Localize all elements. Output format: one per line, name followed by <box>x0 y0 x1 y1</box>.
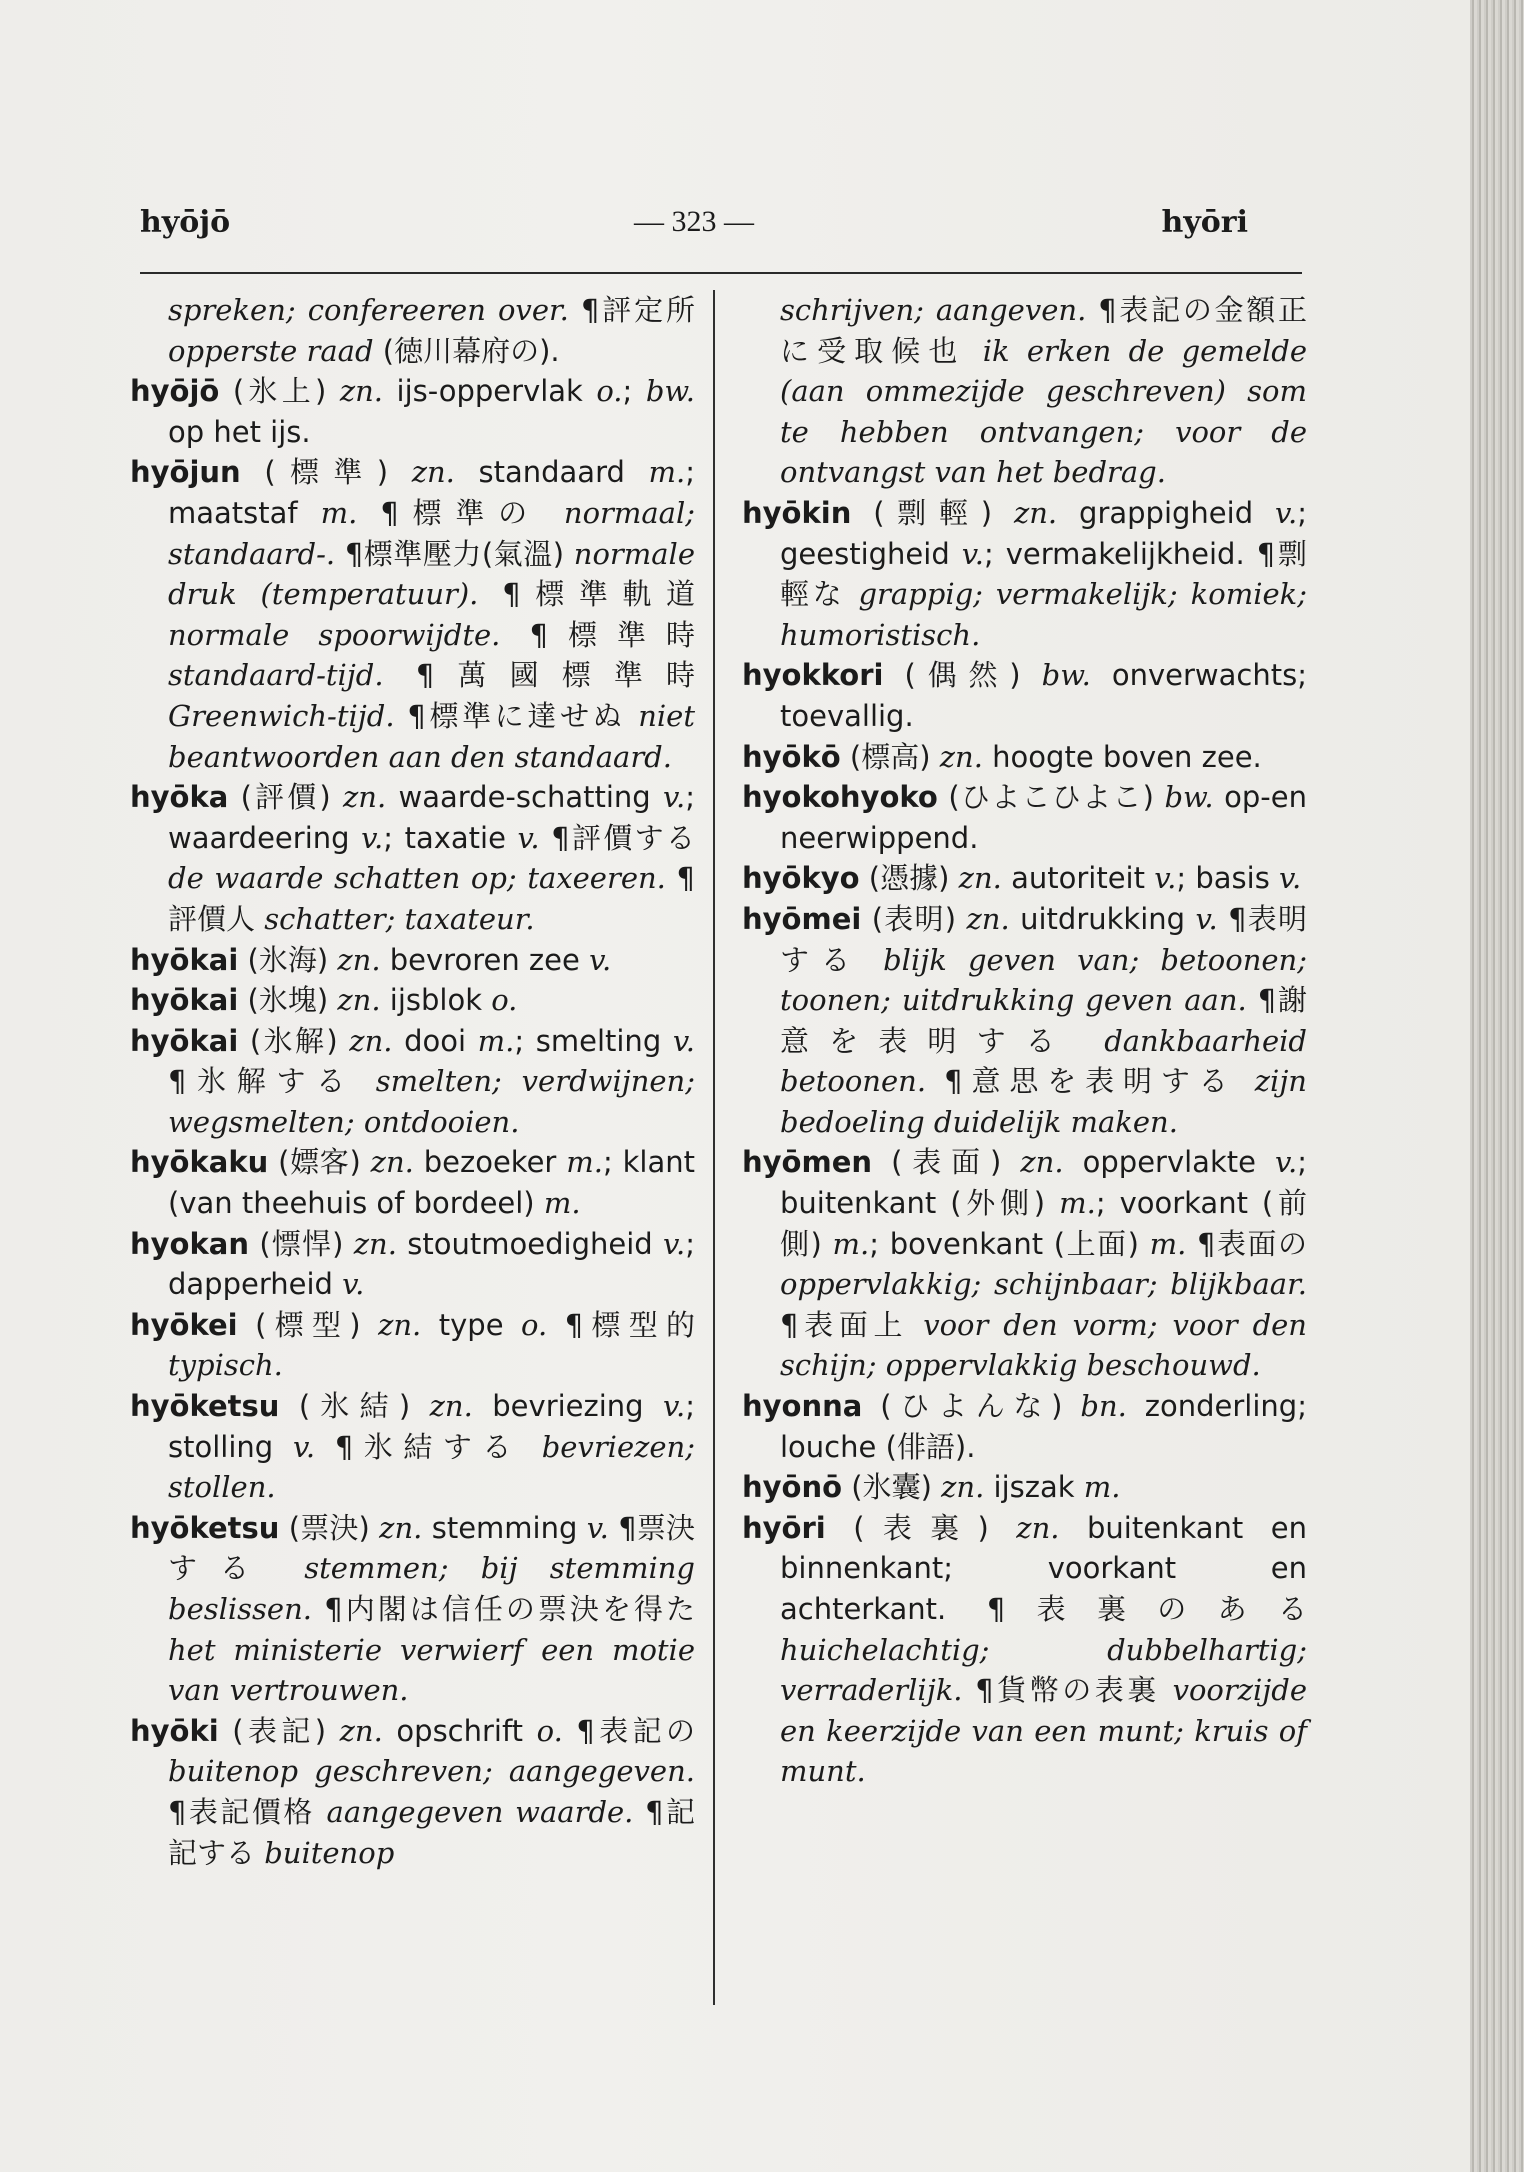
italic-text: normale druk (temperatuur). <box>168 536 695 612</box>
japanese-text: ¶評價する <box>539 820 695 855</box>
japanese-text: (表裏) <box>825 1510 1017 1545</box>
italic-text: zn. <box>337 983 381 1018</box>
italic-text: buitenop geschreven; aangegeven. <box>168 1754 695 1789</box>
italic-text: zn. <box>939 739 983 774</box>
italic-text: m. <box>1059 1186 1096 1221</box>
italic-text: zn. <box>941 1470 985 1505</box>
japanese-text: (表明) <box>861 901 967 936</box>
headword: hyōka <box>130 780 229 815</box>
dictionary-entry <box>742 737 1307 778</box>
japanese-text: ¶評價人 <box>168 861 695 936</box>
japanese-text: ¶標準軌道 <box>478 577 696 612</box>
definition-text: ; <box>622 374 646 409</box>
italic-text: v. <box>1275 495 1298 530</box>
japanese-text: (氷解) <box>238 1023 350 1058</box>
japanese-text: ¶評定所 <box>568 293 696 327</box>
italic-text: zn. <box>966 901 1010 936</box>
definition-text: ; bovenkant (上面) <box>869 1226 1150 1261</box>
italic-text: zn. <box>429 1389 473 1424</box>
definition-text: opschrift <box>382 1713 537 1748</box>
dictionary-entry <box>130 1224 695 1305</box>
japanese-text: (氷結) <box>279 1389 430 1424</box>
japanese-text: ¶意思を表明する <box>926 1064 1255 1099</box>
definition-text: op het ijs. <box>168 414 311 449</box>
italic-text: m. <box>320 495 358 530</box>
japanese-text: ¶記記する <box>168 1794 696 1870</box>
definition-text: ; klant (van theehuis of bordeel) <box>168 1145 695 1221</box>
japanese-text: ¶萬國標準時 <box>383 658 695 693</box>
italic-text: zn. <box>370 1145 414 1180</box>
definition-text: zonderling; louche (俳語). <box>780 1389 1307 1464</box>
italic-text: het ministerie verwierf een motie van vertrouwen. <box>168 1632 695 1708</box>
italic-text: zn. <box>337 942 381 977</box>
italic-text: o. <box>596 374 623 409</box>
japanese-text: (嫖客) <box>268 1145 371 1180</box>
italic-text: zn. <box>411 455 455 490</box>
definition-text: ijs-oppervlak <box>383 374 597 409</box>
japanese-text: ¶票決する <box>168 1510 695 1586</box>
japanese-text: (偶然) <box>883 658 1042 693</box>
definition-text: stoutmoedigheid <box>396 1226 664 1261</box>
dictionary-entry <box>742 858 1307 899</box>
italic-text: typisch. <box>168 1348 283 1383</box>
dictionary-entry <box>130 1711 695 1873</box>
definition-text: stemming <box>422 1510 587 1545</box>
italic-text: de waarde schatten op; taxeeren. <box>168 861 666 896</box>
dictionary-entry <box>742 655 1307 736</box>
italic-text: normaal; standaard-. <box>168 495 696 571</box>
left-running-headword: hyōjō <box>140 205 231 240</box>
japanese-text: (票決) <box>279 1510 380 1545</box>
japanese-text: ¶表裏のある <box>946 1592 1307 1626</box>
italic-text: voorzijde en keerzijde van een munt; kruis of munt. <box>780 1673 1307 1789</box>
definition-text: ; taxatie <box>383 820 518 855</box>
dictionary-entry <box>130 452 695 777</box>
headword: hyōmen <box>742 1145 873 1180</box>
definition-text: dooi <box>392 1023 478 1058</box>
japanese-text: (剽輕) <box>851 495 1014 530</box>
japanese-text: ¶貨幣の表裏 <box>962 1673 1173 1708</box>
headword: hyōmei <box>742 901 862 936</box>
italic-text: m. <box>648 455 686 490</box>
japanese-text: (ひよこひよこ) <box>937 780 1165 815</box>
italic-text: zn. <box>958 861 1002 896</box>
italic-text: zijn bedoeling duidelijk maken. <box>780 1064 1307 1139</box>
definition-text: ; dapperheid <box>168 1226 695 1302</box>
italic-text: grappig; vermakelijk; komiek; humoristisch. <box>780 577 1307 652</box>
page-header <box>140 205 1248 255</box>
japanese-text: ¶内閣は信任の票決を得た <box>311 1592 695 1626</box>
italic-text: bevriezen; stollen. <box>168 1429 696 1505</box>
dictionary-entry <box>742 899 1307 1143</box>
japanese-text: (氷上) <box>219 374 340 409</box>
definition-text: ; basis <box>1176 861 1280 896</box>
italic-text: spreken; confereeren over. <box>168 293 569 327</box>
japanese-text: ¶謝意を表明する <box>780 983 1308 1058</box>
definition-text: ; smelting <box>514 1023 673 1058</box>
japanese-text: ¶標準の <box>357 495 564 530</box>
italic-text: ik erken de gemelde (aan ommezijde geschreven) som te hebben ontvangen; voor de ontvangst van het bedrag. <box>780 333 1307 490</box>
definition-text: onverwachts; toevallig. <box>780 658 1307 733</box>
definition-text: buitenkant en binnenkant; voorkant en achterkant. <box>780 1510 1307 1626</box>
headword: hyokan <box>130 1226 249 1261</box>
italic-text: zn. <box>349 1023 393 1058</box>
italic-text: v. <box>1275 1145 1298 1180</box>
japanese-text: (評價) <box>228 780 343 815</box>
italic-text: Greenwich-tijd. <box>168 698 395 733</box>
italic-text: v. <box>361 820 384 855</box>
japanese-text: ¶氷結する <box>315 1429 542 1464</box>
japanese-text: (標準) <box>240 455 412 490</box>
definition-text: bevroren zee <box>380 942 590 977</box>
definition-text: standaard <box>454 455 649 490</box>
headword: hyōkai <box>130 942 239 977</box>
definition-text: ijsblok <box>380 983 492 1018</box>
italic-text: v. <box>663 780 686 815</box>
italic-text: smelten; verdwijnen; wegsmelten; ontdooien. <box>168 1064 696 1139</box>
italic-text: m. <box>543 1186 581 1221</box>
italic-text: o. <box>536 1713 563 1748</box>
italic-text: bw. <box>1164 780 1214 815</box>
page-stack-edge <box>1470 0 1524 2172</box>
headword: hyonna <box>742 1389 863 1424</box>
japanese-text: (慓悍) <box>248 1226 354 1261</box>
italic-text: opperste raad <box>168 333 374 368</box>
page-number: — 323 — <box>634 205 754 238</box>
definition-text: uitdrukking <box>1009 901 1196 936</box>
headword: hyōjō <box>130 374 220 409</box>
italic-text: dankbaarheid betoonen. <box>780 1023 1307 1099</box>
japanese-text: ¶標型的 <box>547 1307 695 1342</box>
italic-text: zn. <box>1020 1145 1064 1180</box>
italic-text: v. <box>663 1389 686 1424</box>
italic-text: m. <box>1083 1470 1121 1505</box>
italic-text: zn. <box>339 1713 383 1748</box>
japanese-text: (徳川幕府の). <box>373 333 560 368</box>
definition-text: ijszak <box>984 1470 1084 1505</box>
definition-text: ; voorkant (前側) <box>780 1186 1307 1261</box>
headword: hyōketsu <box>130 1389 280 1424</box>
definition-text: autoriteit <box>1001 861 1155 896</box>
italic-text: schrijven; aangeven. <box>780 293 1087 327</box>
italic-text: standaard-tijd. <box>168 658 384 693</box>
japanese-text: (氷塊) <box>238 983 338 1018</box>
dictionary-entry <box>130 940 695 981</box>
italic-text: stemmen; bij stemming beslissen. <box>168 1551 695 1626</box>
japanese-text: (表記) <box>218 1713 340 1748</box>
dictionary-entry <box>742 1508 1307 1792</box>
italic-text: blijk geven van; betoonen; toonen; uitdrukking geven aan. <box>780 942 1307 1018</box>
italic-text: v. <box>517 820 540 855</box>
dictionary-entry <box>130 1508 695 1711</box>
column-divider <box>713 290 715 2005</box>
definition-text: ; waardeering <box>168 780 695 855</box>
headword: hyōri <box>742 1510 826 1545</box>
headword: hyōnō <box>742 1470 843 1505</box>
definition-text: oppervlakte <box>1063 1145 1276 1180</box>
italic-text: o. <box>491 983 518 1018</box>
left-column <box>130 290 695 1873</box>
japanese-text: ¶氷解する <box>168 1064 376 1099</box>
headword: hyōkyo <box>742 861 860 896</box>
japanese-text: ¶表記の <box>562 1713 695 1748</box>
headword: hyōkai <box>130 983 239 1018</box>
definition-text: op-en neerwippend. <box>780 780 1307 855</box>
italic-text: zn. <box>1016 1510 1060 1545</box>
japanese-text: ¶表記價格 <box>168 1794 327 1829</box>
italic-text: m. <box>477 1023 515 1058</box>
headword: hyōki <box>130 1713 219 1748</box>
italic-text: v. <box>586 1510 609 1545</box>
italic-text: m. <box>566 1145 603 1180</box>
italic-text: v. <box>589 942 612 977</box>
japanese-text: ¶剽輕な <box>780 536 1308 612</box>
continued-entry <box>130 290 695 371</box>
italic-text: v. <box>672 1023 696 1058</box>
headword: hyōkei <box>130 1307 238 1342</box>
dictionary-entry <box>130 1305 695 1386</box>
italic-text: zn. <box>378 1307 422 1342</box>
italic-text: zn. <box>342 780 387 815</box>
continued-entry <box>742 290 1307 493</box>
japanese-text: ¶表明する <box>780 901 1307 977</box>
definition-text: ; buitenkant (外側) <box>780 1145 1307 1221</box>
japanese-text: (氷囊) <box>842 1470 942 1505</box>
italic-text: zn. <box>379 1510 423 1545</box>
headword: hyōjun <box>130 455 241 490</box>
italic-text: buitenop <box>264 1835 395 1870</box>
italic-text: niet beantwoorden aan den standaard. <box>168 698 695 774</box>
italic-text: m. <box>832 1226 870 1261</box>
dictionary-entry <box>130 777 695 939</box>
right-column <box>742 290 1307 1792</box>
headword: hyōketsu <box>130 1510 280 1545</box>
japanese-text: ¶標準壓力(氣溫) <box>335 536 574 571</box>
japanese-text: (憑據) <box>859 861 959 896</box>
italic-text: zn. <box>339 374 384 409</box>
definition-text: ; maatstaf <box>168 455 695 530</box>
italic-text: m. <box>1149 1226 1187 1261</box>
definition-text: ; stolling <box>168 1389 695 1464</box>
dictionary-entry <box>130 1142 695 1223</box>
italic-text: bw. <box>645 374 695 409</box>
headword: hyokohyoko <box>742 780 938 815</box>
dictionary-entry <box>130 980 695 1021</box>
italic-text: aangegeven waarde. <box>326 1794 634 1829</box>
definition-text: waarde-schatting <box>386 780 664 815</box>
dictionary-entry <box>742 493 1307 655</box>
definition-text: grappigheid <box>1057 495 1276 530</box>
japanese-text: ¶表記の金額正に受取候也 <box>780 293 1307 368</box>
definition-text: bevriezing <box>472 1389 664 1424</box>
dictionary-entry <box>742 1142 1307 1386</box>
japanese-text: ¶表面の <box>1186 1226 1307 1261</box>
dictionary-entry <box>742 777 1307 858</box>
japanese-text: ¶表面上 <box>780 1307 924 1342</box>
italic-text: normale spoorwijdte. <box>168 617 501 652</box>
headword: hyōkin <box>742 495 852 530</box>
dictionary-entry <box>742 1467 1307 1508</box>
headword: hyōkō <box>742 739 841 774</box>
definition-text: bezoeker <box>413 1145 567 1180</box>
definition-text: type <box>421 1307 522 1342</box>
italic-text: o. <box>521 1307 548 1342</box>
italic-text: huichelachtig; dubbelhartig; verraderlijk. <box>780 1632 1307 1708</box>
japanese-text: ¶標準に達せぬ <box>394 698 639 733</box>
italic-text: zn. <box>353 1226 397 1261</box>
italic-text: bw. <box>1041 658 1091 693</box>
japanese-text: (表面) <box>872 1145 1021 1180</box>
italic-text: v. <box>292 1429 316 1464</box>
italic-text: voor den vorm; voor den schijn; oppervlakkig beschouwd. <box>780 1307 1307 1383</box>
header-rule <box>140 272 1302 274</box>
definition-text: ; vermakelijkheid. <box>983 536 1245 571</box>
right-running-headword: hyōri <box>1161 205 1248 240</box>
dictionary-entry <box>130 1386 695 1508</box>
italic-text: oppervlakkig; schijnbaar; blijkbaar. <box>780 1267 1307 1302</box>
headword: hyokkori <box>742 658 884 693</box>
japanese-text: (標型) <box>237 1307 379 1342</box>
japanese-text: (ひよんな) <box>862 1389 1081 1424</box>
italic-text: v. <box>1154 861 1177 896</box>
japanese-text: ¶標準時 <box>500 617 696 652</box>
italic-text: v. <box>1195 901 1218 936</box>
dictionary-entry <box>130 371 695 452</box>
dictionary-entry <box>130 1021 695 1143</box>
dictionary-entry <box>742 1386 1307 1467</box>
italic-text: v. <box>1279 861 1302 896</box>
headword: hyōkaku <box>130 1145 269 1180</box>
italic-text: bn. <box>1080 1389 1127 1424</box>
italic-text: schatter; taxateur. <box>264 901 535 936</box>
italic-text: v. <box>663 1226 686 1261</box>
definition-text: ; geestigheid <box>780 495 1307 571</box>
japanese-text: (氷海) <box>238 942 338 977</box>
italic-text: zn. <box>1013 495 1058 530</box>
definition-text: hoogte boven zee. <box>982 739 1262 774</box>
italic-text: v. <box>961 536 984 571</box>
japanese-text: (標高) <box>840 739 940 774</box>
italic-text: v. <box>342 1267 365 1302</box>
headword: hyōkai <box>130 1023 239 1058</box>
